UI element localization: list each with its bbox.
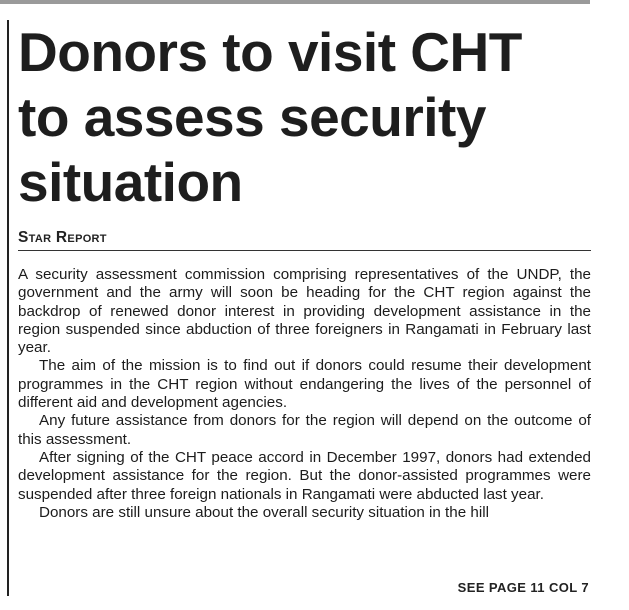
paragraph-2: The aim of the mission is to find out if donors could resume their development programmes in the CHT region without endangering the lives of the personnel of different aid and development agencies. [18, 357, 591, 412]
paragraph-4: After signing of the CHT peace accord in December 1997, donors had extended development assistance for the region. But the donor-assisted programmes were suspended after three foreign nationals in Rangamati were abducted last year. [18, 448, 591, 503]
article [18, 20, 591, 522]
byline-rule [18, 250, 591, 251]
article-body [18, 266, 591, 522]
continued-on-page: SEE PAGE 11 COL 7 [457, 580, 589, 595]
headline [18, 20, 591, 215]
headline-line-1: Donors to visit CHT [18, 21, 522, 83]
headline-line-2: to assess security [18, 86, 486, 148]
paragraph-1: A security assessment commission comprising representatives of the UNDP, the government and the army will soon be heading for the CHT region against the backdrop of renewed donor interest in providing development assistance in the region suspended since abduction of three foreigners in Rangamati in February last year. [18, 266, 591, 357]
paragraph-3: Any future assistance from donors for the region will depend on the outcome of this assessment. [18, 412, 591, 448]
column-rule [7, 20, 9, 596]
top-rule [0, 0, 590, 4]
byline: Star Report [18, 229, 107, 246]
paragraph-5: Donors are still unsure about the overall security situation in the hill [39, 503, 489, 521]
headline-line-3: situation [18, 151, 243, 213]
